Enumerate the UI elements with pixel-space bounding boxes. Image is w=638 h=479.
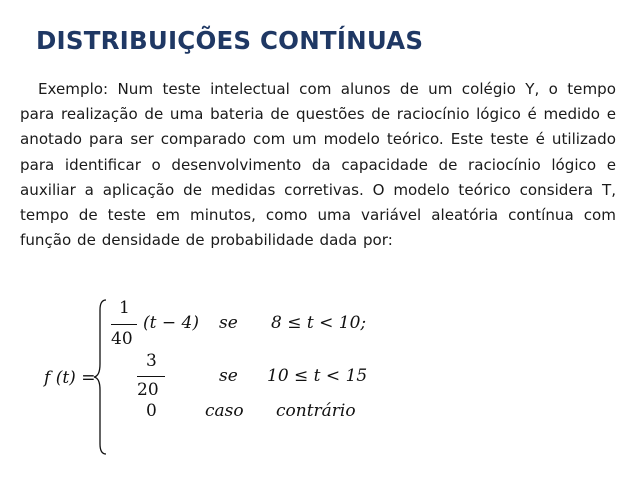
case2-denominator: 20 <box>137 380 159 400</box>
case1-numerator: 1 <box>119 298 130 318</box>
case3-condition: contrário <box>276 401 356 421</box>
case1-se: se <box>219 313 238 333</box>
case3-value: 0 <box>146 401 157 421</box>
case1-expression: (t − 4) <box>143 313 199 333</box>
formula-lhs: f (t) = <box>44 368 96 388</box>
example-paragraph: Exemplo: Num teste intelectual com alunos de um colégio Y, o tempo para realização de uma bateria de questões de raciocínio lógico é medido e anotado para ser comparado com um modelo teórico. Este teste é utilizado para identificar o desenvolvimento da capacidade de raciocínio lógico e auxiliar a aplicação de medidas corretivas. O modelo teórico considera T, tempo de teste em minutos, como uma variável aleatória contínua com função de densidade de probabilidade dada por: <box>20 80 616 250</box>
case2-se: se <box>219 366 238 386</box>
case3-caso: caso <box>205 401 244 421</box>
case2-fraction-bar <box>137 376 165 377</box>
case2-condition: 10 ≤ t < 15 <box>267 366 368 386</box>
case1-denominator: 40 <box>111 329 133 349</box>
case2-numerator: 3 <box>146 351 157 371</box>
page-title: DISTRIBUIÇÕES CONTÍNUAS <box>36 26 424 55</box>
left-brace <box>92 298 114 456</box>
case1-fraction-bar <box>111 324 137 325</box>
case1-condition: 8 ≤ t < 10; <box>271 313 367 333</box>
